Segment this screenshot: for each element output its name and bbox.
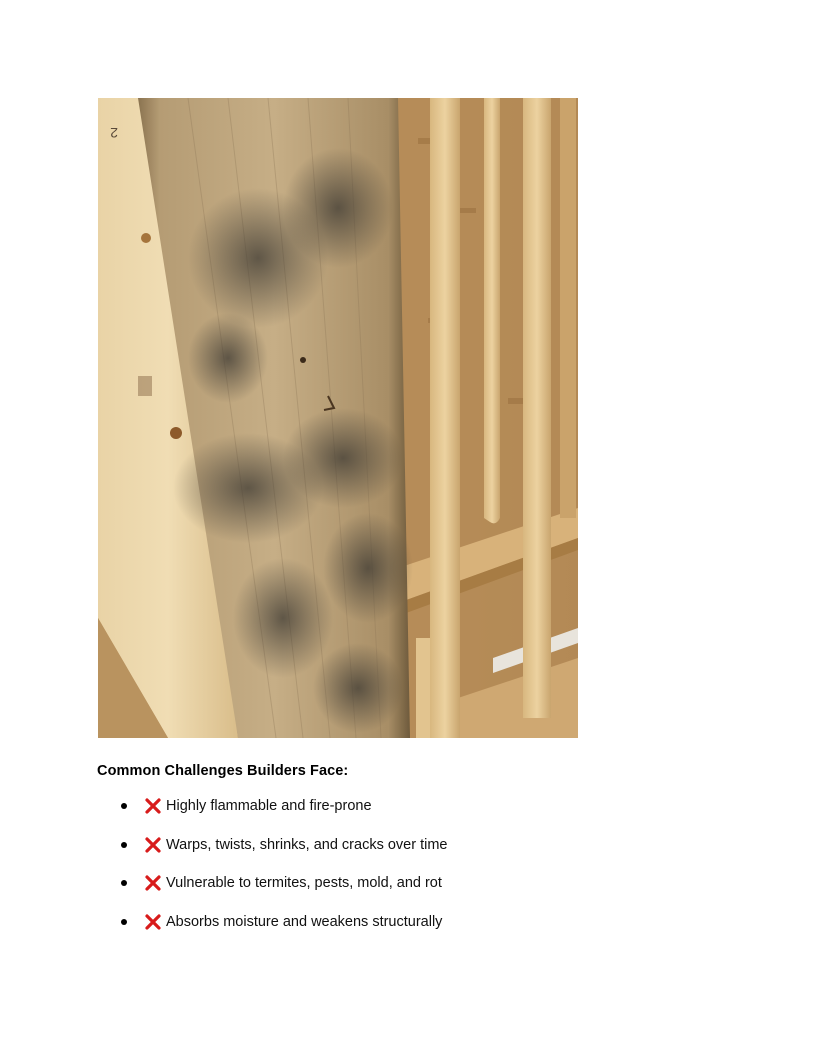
- cross-mark-icon: [144, 913, 162, 931]
- stud-label-mark: 2: [110, 125, 118, 141]
- list-item-text: Highly flammable and fire-prone: [166, 798, 372, 814]
- section-heading: Common Challenges Builders Face:: [97, 763, 349, 779]
- cross-mark-icon: [144, 874, 162, 892]
- list-item-text: Absorbs moisture and weakens structurally: [166, 913, 443, 930]
- list-item: [0, 873, 816, 912]
- list-item-text: Warps, twists, shrinks, and cracks over time: [166, 836, 448, 853]
- challenges-list: [0, 796, 816, 950]
- cross-mark-icon: [144, 836, 162, 854]
- cross-mark-icon: [144, 797, 162, 815]
- list-item-text: Vulnerable to termites, pests, mold, and rot: [166, 875, 442, 892]
- bullet-dot: [121, 842, 127, 848]
- bullet-dot: [121, 803, 127, 809]
- bullet-dot: [121, 880, 127, 886]
- list-item: [0, 835, 816, 874]
- list-item: [0, 796, 816, 835]
- moldy-lumber-photo: [98, 98, 578, 738]
- photo-illustration: [98, 98, 578, 738]
- list-item: [0, 912, 816, 951]
- bullet-dot: [121, 919, 127, 925]
